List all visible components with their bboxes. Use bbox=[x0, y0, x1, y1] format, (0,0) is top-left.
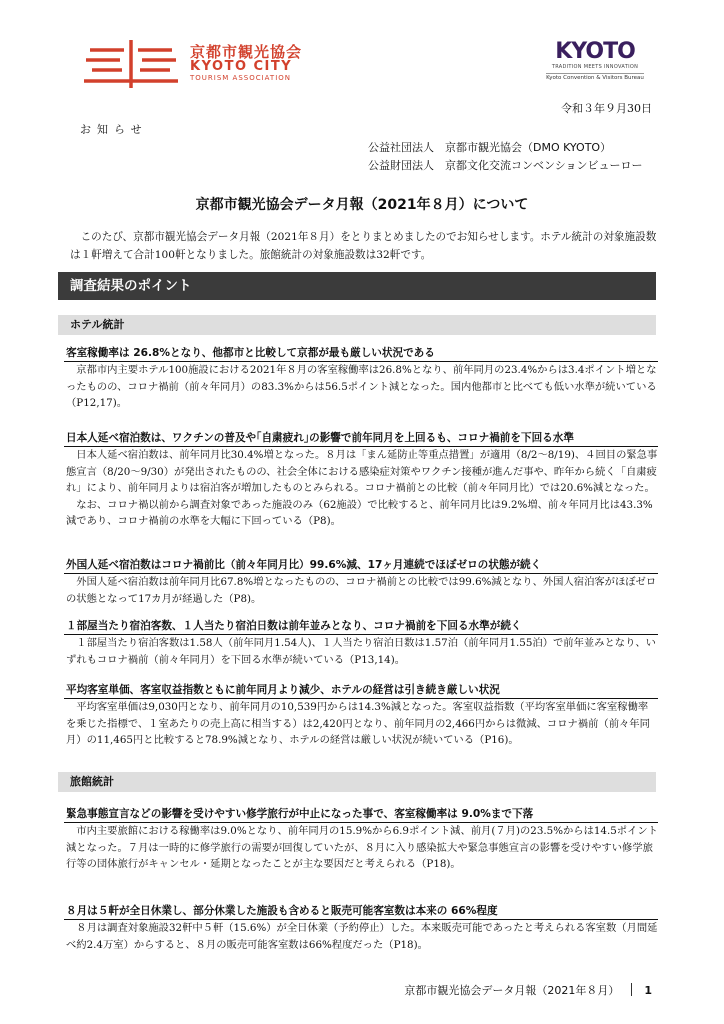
hotel-item-foreign-guests bbox=[64, 557, 658, 607]
item-paragraph: １部屋当たり宿泊客数は1.58人（前年同月1.54人)、１人当たり宿泊日数は1.57泊（前年同月1.55泊）で前年並みとなり、いずれもコロナ禍前（前々年同月）を下回る水準が続いている（P13,14)。 bbox=[66, 637, 656, 666]
item-heading: 日本人延べ宿泊数は、ワクチンの普及や｢自粛疲れ｣の影響で前年同月を上回るも、コロナ禍前を下回る水準 bbox=[64, 430, 658, 447]
kyoto-city-tourism-logo bbox=[82, 38, 342, 90]
logo-mark-icon bbox=[82, 38, 180, 90]
hotel-stats-subheading: ホテル統計 bbox=[58, 315, 656, 335]
item-heading: １部屋当たり宿泊客数、１人当たり宿泊日数は前年並みとなり、コロナ禍前を下回る水準が続く bbox=[64, 618, 658, 635]
item-heading: 外国人延べ宿泊数はコロナ禍前比（前々年同月比）99.6%減、17ヶ月連続でほぼゼロの状態が続く bbox=[64, 557, 658, 574]
intro-paragraph: このたび、京都市観光協会データ月報（2021年８月）をとりまとめましたのでお知らせします。ホテル統計の対象施設数は１軒増えて合計100軒となりました。旅館統計の対象施設数は32軒です。 bbox=[70, 231, 657, 261]
footer-divider bbox=[631, 983, 632, 996]
item-paragraph: 外国人延べ宿泊数は前年同月比67.8%増となったものの、コロナ禍前との比較では99.6%減となり、外国人宿泊客がほぼゼロの状態となって17カ月が経過した（P8)。 bbox=[66, 576, 657, 605]
logo-divider bbox=[546, 73, 644, 74]
kyoto-tagline: TRADITION MEETS INNOVATION bbox=[551, 64, 639, 70]
issue-date: 令和３年９月30日 bbox=[561, 102, 652, 115]
item-paragraph: なお、コロナ禍以前から調査対象であった施設のみ（62施設）で比較すると、前年同月比は9.2%増、前々年同月比は43.3%減であり、コロナ禍前の水準を大幅に下回っている（P8)。 bbox=[66, 498, 653, 527]
footer-title: 京都市観光協会データ月報（2021年８月） bbox=[404, 984, 620, 997]
kyoto-bureau-name: Kyoto Convention & Visitors Bureau bbox=[546, 75, 644, 81]
item-paragraph: 市内主要旅館における稼働率は9.0%となり、前年同月の15.9%から6.9ポイント減、前月(７月)の23.5%からは14.5ポイント減となった。７月は一時的に修学旅行の需要が回復していたが、８月に入り感染拡大や緊急事態宣言の影響を受けやすい修学旅行等の団体旅行がキャンセル・延期となったことが主な要因だと考えられる（P18)。 bbox=[66, 825, 658, 870]
ryokan-stats-subheading: 旅館統計 bbox=[58, 772, 656, 792]
notice-label: お知らせ bbox=[80, 123, 148, 136]
organization-1: 公益社団法人 京都市観光協会（DMO KYOTO） bbox=[368, 141, 612, 154]
hotel-item-japanese-guests bbox=[64, 430, 658, 530]
ryokan-item-occupancy bbox=[64, 806, 658, 873]
logo-text-ja: 京都市観光協会 bbox=[190, 43, 303, 61]
item-heading: 緊急事態宣言などの影響を受けやすい修学旅行が中止になった事で、客室稼働率は 9.0%まで下落 bbox=[64, 806, 658, 823]
item-paragraph: 日本人延べ宿泊数は、前年同月比30.4%増となった。８月は「まん延防止等重点措置」が適用（8/2～8/19)、４回目の緊急事態宣言（8/20～9/30）が発出されたものの、社会全体における感染症対策やワクチン接種が進んだ事や、昨年から続く「自粛疲れ」により、前年同月よりは宿泊客が増加したものとみられる。コロナ禍前との比較（前々年同月比）では20.6%減となった。 bbox=[66, 449, 658, 494]
kyoto-logo-mark: KYOTO bbox=[555, 39, 635, 64]
item-heading: ８月は５軒が全日休業し、部分休業した施設も含めると販売可能客室数は本来の 66%程度 bbox=[64, 903, 658, 920]
hotel-item-room-rate bbox=[64, 682, 658, 749]
item-heading: 客室稼働率は 26.8%となり、他都市と比較して京都が最も厳しい状況である bbox=[64, 345, 658, 362]
page-footer bbox=[404, 982, 652, 998]
item-paragraph: 京都市内主要ホテル100施設における2021年８月の客室稼働率は26.8%となり、前年同月の23.4%からは3.4ポイント増となったものの、コロナ禍前（前々年同月）の83.3%からは56.5ポイント減となった。国内他都市と比べても低い水準が続いている（P12,17)。 bbox=[66, 364, 657, 409]
page-number: 1 bbox=[644, 984, 652, 997]
organization-2: 公益財団法人 京都文化交流コンベンションビューロー bbox=[368, 159, 643, 172]
hotel-item-guests-per-room bbox=[64, 618, 658, 668]
document-title: 京都市観光協会データ月報（2021年８月）について bbox=[195, 197, 529, 213]
kyoto-convention-logo bbox=[540, 40, 650, 90]
logo-text-en-sub: TOURISM ASSOCIATION bbox=[190, 74, 292, 82]
item-paragraph: 平均客室単価は9,030円となり、前年同月の10,539円からは14.3%減となった。客室収益指数（平均客室単価に客室稼働率を乗じた指標で、１室あたりの売上高に相当する）は2,420円となり、前年同月の2,466円からは微減、コロナ禍前（前々年同月）の11,465円と比較すると78.9%減となり、ホテルの経営は厳しい状況が続いている（P16)。 bbox=[66, 701, 650, 746]
hotel-item-occupancy bbox=[64, 345, 658, 412]
section-title-band: 調査結果のポイント bbox=[58, 272, 656, 300]
item-heading: 平均客室単価、客室収益指数ともに前年同月より減少、ホテルの経営は引き続き厳しい状況 bbox=[64, 682, 658, 699]
logo-text-en: KYOTO CITY bbox=[190, 59, 293, 74]
item-paragraph: ８月は調査対象施設32軒中５軒（15.6%）が全日休業（予約停止）した。本来販売可能であったと考えられる客室数（月間延べ約2.4万室）からすると、８月の販売可能客室数は66%程度だった（P18)。 bbox=[66, 922, 658, 951]
ryokan-item-closures bbox=[64, 903, 658, 953]
